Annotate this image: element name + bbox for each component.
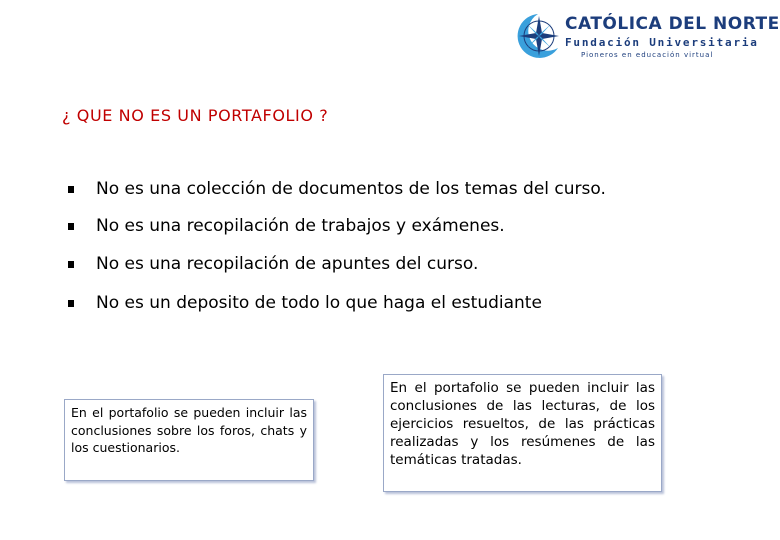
logo-name: CATÓLICA DEL NORTE	[565, 14, 780, 34]
bullet-item	[68, 292, 652, 314]
bullet-item	[68, 253, 652, 275]
bullet-text: No es una colección de documentos de los temas del curso.	[96, 179, 606, 199]
slide-title: ¿ QUE NO ES UN PORTAFOLIO ?	[62, 106, 329, 125]
note-box-readings: En el portafolio se pueden incluir las conclusiones de las lecturas, de los ejercicios resueltos, de las prácticas realizadas y los resúmenes de las temáticas tratadas.	[383, 374, 662, 492]
bullet-text: No es una recopilación de trabajos y exámenes.	[96, 216, 505, 236]
institution-logo	[508, 8, 780, 64]
logo-subtitle: Fundación Universitaria	[565, 36, 759, 49]
note-box-forums: En el portafolio se pueden incluir las conclusiones sobre los foros, chats y los cuestionarios.	[64, 399, 314, 481]
bullet-text: No es un deposito de todo lo que haga el estudiante	[96, 293, 542, 313]
logo-tagline: Pioneros en educación virtual	[581, 51, 714, 59]
bullet-text: No es una recopilación de apuntes del curso.	[96, 254, 479, 274]
bullet-list	[68, 178, 652, 314]
square-bullet-icon	[68, 261, 74, 268]
compass-star-icon	[508, 8, 566, 64]
square-bullet-icon	[68, 300, 74, 307]
bullet-item	[68, 215, 652, 237]
square-bullet-icon	[68, 223, 74, 230]
bullet-item	[68, 178, 652, 200]
square-bullet-icon	[68, 186, 74, 193]
